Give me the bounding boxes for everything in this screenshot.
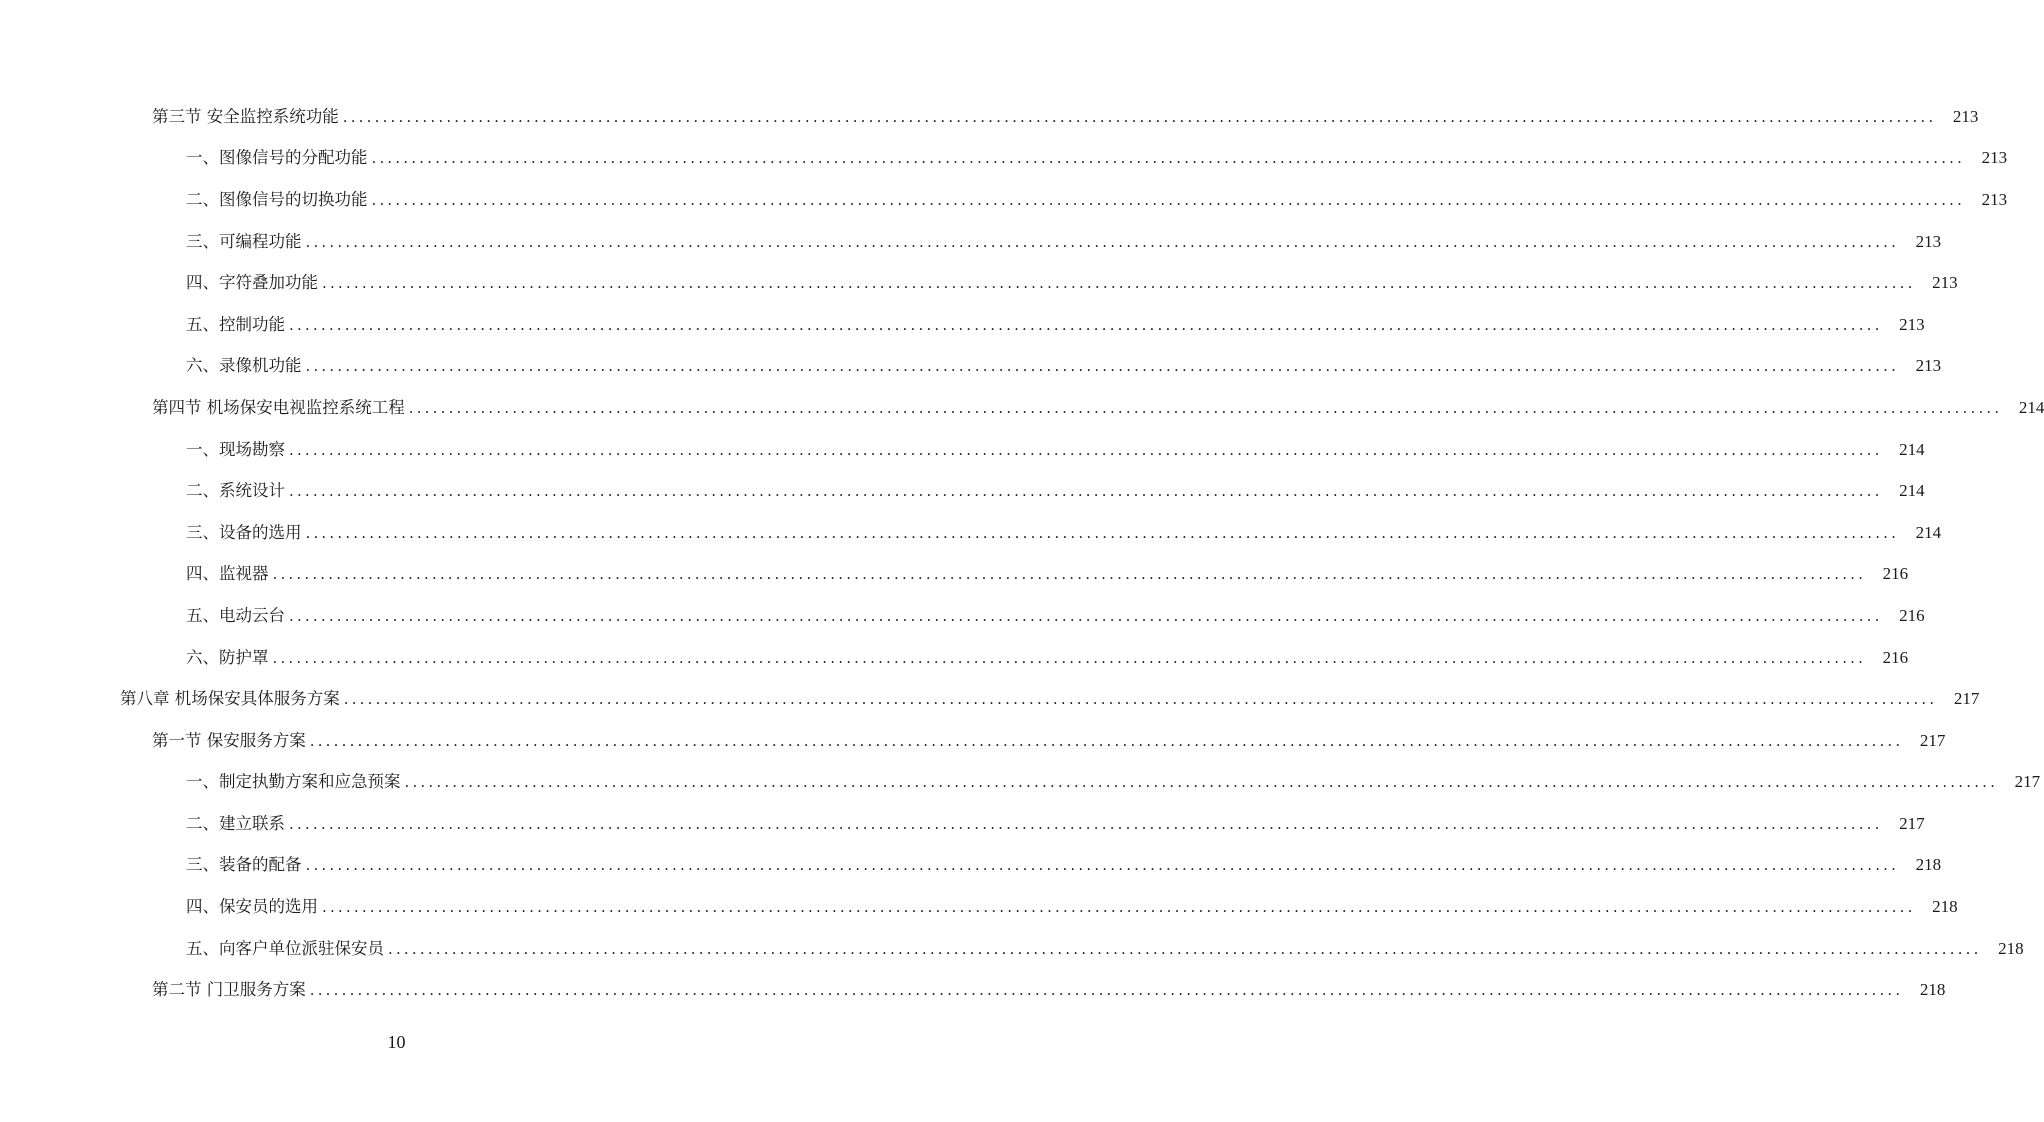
dot-leader: ........................................................................................................................................................................................................ [289, 606, 1883, 625]
toc-entry-page: 218 [1919, 980, 1946, 1000]
dot-leader: ........................................................................................................................................................................................................ [305, 232, 1900, 251]
toc-entry-label: 六、防护罩 [186, 647, 269, 667]
dot-leader: ........................................................................................................................................................................................................ [322, 274, 1916, 293]
dot-leader: ........................................................................................................................................................................................................ [289, 440, 1883, 459]
dot-leader: ........................................................................................................................................................................................................ [289, 814, 1883, 833]
dot-leader: ........................................................................................................................................................................................................ [404, 773, 1999, 792]
toc-entry-page: 218 [1998, 938, 2024, 958]
toc-entry-page: 218 [1932, 897, 1958, 917]
dot-leader: ........................................................................................................................................................................................................ [305, 523, 1900, 542]
toc-entry-label: 一、现场勘察 [186, 439, 285, 459]
toc-entry-page: 217 [2014, 772, 2041, 792]
toc-entry-label: 二、建立联系 [186, 813, 285, 833]
dot-leader: ........................................................................................................................................................................................................ [289, 482, 1883, 501]
toc-entry[interactable] [0, 637, 1909, 679]
dot-leader: ........................................................................................................................................................................................................ [309, 731, 1904, 750]
toc-entry-label: 四、监视器 [186, 564, 269, 584]
toc-entry[interactable] [0, 678, 1980, 720]
toc-entry[interactable] [0, 845, 1942, 887]
toc-entry-label: 五、控制功能 [186, 314, 285, 334]
toc-entry[interactable] [0, 720, 1946, 762]
toc-entry-page: 217 [1899, 813, 1925, 833]
toc-entry[interactable] [0, 429, 1925, 471]
dot-leader: ........................................................................................................................................................................................................ [371, 149, 1966, 168]
dot-leader: ........................................................................................................................................................................................................ [305, 856, 1900, 875]
dot-leader: ........................................................................................................................................................................................................ [289, 315, 1883, 334]
toc-entry-label: 一、制定执勤方案和应急预案 [186, 772, 401, 792]
toc-entry-label: 六、录像机功能 [186, 356, 302, 376]
toc-entry-page: 213 [1932, 273, 1958, 293]
toc-entry-label: 第三节 安全监控系统功能 [152, 106, 339, 126]
toc-entry[interactable] [0, 762, 2041, 804]
toc-entry-label: 一、图像信号的分配功能 [186, 148, 368, 168]
toc-entry-page: 216 [1882, 564, 1909, 584]
dot-leader: ........................................................................................................................................................................................................ [272, 565, 1867, 584]
dot-leader: ........................................................................................................................................................................................................ [371, 190, 1966, 209]
toc-entry-label: 二、系统设计 [186, 481, 285, 501]
toc-entry[interactable] [0, 928, 2024, 970]
toc-entry[interactable] [0, 470, 1925, 512]
toc-entry-page: 213 [1981, 148, 2008, 168]
toc-entry-page: 214 [1899, 481, 1925, 501]
dot-leader: ........................................................................................................................................................................................................ [322, 898, 1916, 917]
toc-entry-label: 三、可编程功能 [186, 231, 302, 251]
toc-entry-label: 三、装备的配备 [186, 855, 302, 875]
toc-entry-page: 216 [1899, 605, 1925, 625]
toc-entry-label: 二、图像信号的切换功能 [186, 189, 368, 209]
toc-entry[interactable] [0, 262, 1958, 304]
toc-entry[interactable] [0, 304, 1925, 346]
toc-entry[interactable] [0, 554, 1909, 596]
dot-leader: ........................................................................................................................................................................................................ [342, 107, 1937, 126]
toc-entry-label: 第一节 保安服务方案 [152, 730, 306, 750]
toc-entry[interactable] [0, 886, 1958, 928]
toc-entry-page: 214 [1915, 522, 1942, 542]
toc-entry-page: 213 [1899, 314, 1925, 334]
dot-leader: ........................................................................................................................................................................................................ [305, 357, 1900, 376]
page-number: 10 [387, 1032, 406, 1052]
toc-entry-label: 五、向客户单位派驻保安员 [186, 938, 384, 958]
toc-entry-page: 214 [2018, 397, 2044, 417]
toc-entry-label: 五、电动云台 [186, 605, 285, 625]
toc-entry[interactable] [0, 179, 2008, 221]
dot-leader: ........................................................................................................................................................................................................ [388, 939, 1982, 958]
table-of-contents [0, 96, 2044, 1011]
toc-entry-page: 217 [1919, 730, 1946, 750]
toc-entry[interactable] [0, 595, 1925, 637]
toc-entry[interactable] [0, 512, 1942, 554]
toc-entry-page: 213 [1981, 189, 2008, 209]
toc-entry[interactable] [0, 803, 1925, 845]
toc-entry-page: 213 [1915, 231, 1942, 251]
toc-entry-label: 四、保安员的选用 [186, 897, 318, 917]
toc-entry[interactable] [0, 387, 2044, 429]
toc-entry[interactable] [0, 96, 1979, 138]
toc-entry-page: 217 [1953, 689, 1980, 709]
toc-entry-page: 218 [1915, 855, 1942, 875]
dot-leader: ........................................................................................................................................................................................................ [272, 648, 1867, 667]
toc-entry[interactable] [0, 969, 1946, 1011]
toc-entry-page: 213 [1952, 106, 1979, 126]
toc-entry[interactable] [0, 221, 1942, 263]
dot-leader: ........................................................................................................................................................................................................ [309, 981, 1904, 1000]
toc-entry-page: 214 [1899, 439, 1925, 459]
toc-entry-label: 第二节 门卫服务方案 [152, 980, 306, 1000]
toc-entry[interactable] [0, 346, 1942, 388]
toc-entry-label: 第四节 机场保安电视监控系统工程 [152, 397, 405, 417]
toc-entry-label: 三、设备的选用 [186, 522, 302, 542]
toc-entry-label: 第八章 机场保安具体服务方案 [120, 689, 340, 709]
toc-entry[interactable] [0, 138, 2008, 180]
dot-leader: ........................................................................................................................................................................................................ [408, 398, 2003, 417]
toc-entry-page: 213 [1915, 356, 1942, 376]
dot-leader: ........................................................................................................................................................................................................ [343, 690, 1938, 709]
toc-entry-page: 216 [1882, 647, 1909, 667]
toc-entry-label: 四、字符叠加功能 [186, 273, 318, 293]
